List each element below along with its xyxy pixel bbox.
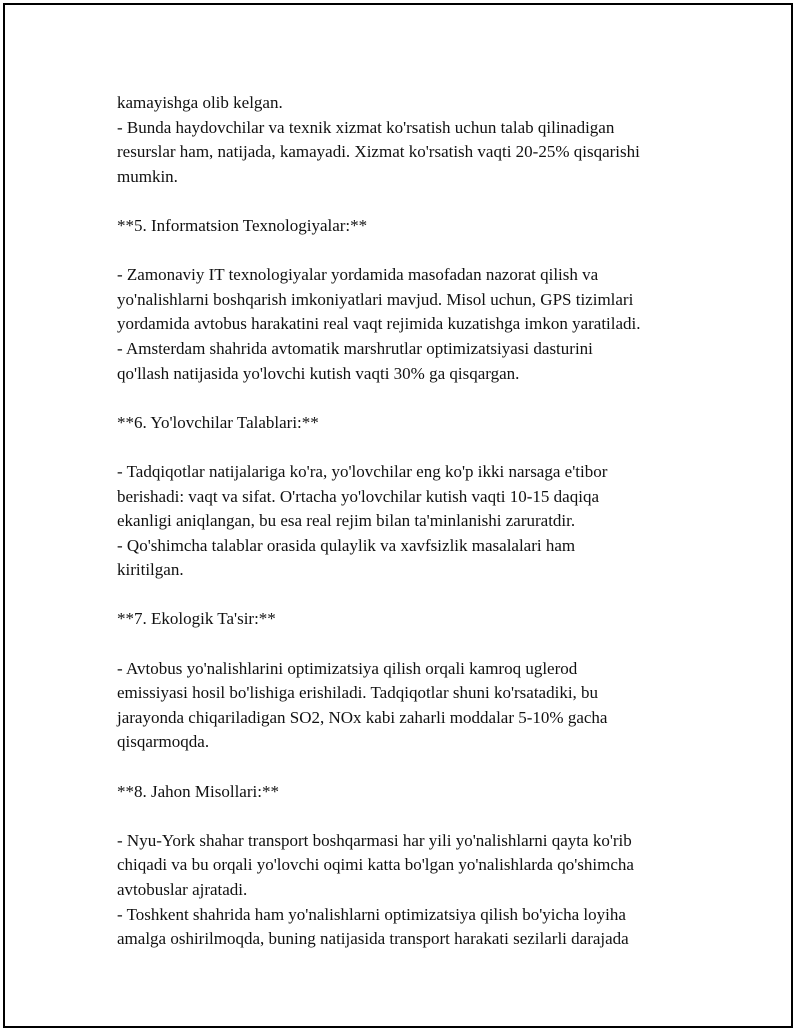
text-line: yo'nalishlarni boshqarish imkoniyatlari mavjud. Misol uchun, GPS tizimlari	[117, 289, 634, 309]
blank-line	[117, 239, 717, 264]
text-line: - Avtobus yo'nalishlarini optimizatsiya qilish orqali kamroq uglerod	[117, 658, 578, 678]
blank-line	[117, 804, 717, 829]
text-line: kamayishga olib kelgan.	[117, 93, 283, 112]
text-line: yordamida avtobus harakatini real vaqt rejimida kuzatishga imkon yaratiladi.	[117, 314, 641, 334]
text-line: jarayonda chiqariladigan SO2, NOx kabi zaharli moddalar 5-10% gacha	[117, 707, 608, 727]
text-line: amalga oshirilmoqda, buning natijasida transport harakati sezilarli darajada	[117, 929, 629, 949]
text-line: - Bunda haydovchilar va texnik xizmat ko'rsatish uchun talab qilinadigan	[117, 117, 615, 137]
text-line: kiritilgan.	[117, 560, 184, 580]
document-body	[117, 91, 717, 952]
text-line: chiqadi va bu orqali yo'lovchi oqimi katta bo'lgan yo'nalishlarda qo'shimcha	[117, 855, 634, 875]
text-line: - Zamonaviy IT texnologiyalar yordamida masofadan nazorat qilish va	[117, 265, 599, 285]
text-line: ekanligi aniqlangan, bu esa real rejim bilan ta'minlanishi zaruratdir.	[117, 511, 576, 531]
text-line: qo'llash natijasida yo'lovchi kutish vaqti 30% ga qisqargan.	[117, 363, 520, 383]
blank-line	[117, 583, 717, 608]
section-heading-5: **5. Informatsion Texnologiyalar:**	[117, 215, 368, 235]
blank-line	[117, 189, 717, 214]
section-heading-8: **8. Jahon Misollari:**	[117, 781, 279, 801]
blank-line	[117, 435, 717, 460]
blank-line	[117, 755, 717, 780]
blank-line	[117, 386, 717, 411]
blank-line	[117, 632, 717, 657]
text-line: emissiyasi hosil bo'lishiga erishiladi. Tadqiqotlar shuni ko'rsatadiki, bu	[117, 683, 599, 703]
text-line: avtobuslar ajratadi.	[117, 880, 248, 899]
section-heading-6: **6. Yo'lovchilar Talablari:**	[117, 412, 319, 432]
text-line: - Toshkent shahrida ham yo'nalishlarni optimizatsiya qilish bo'yicha loyiha	[117, 904, 626, 924]
text-line: qisqarmoqda.	[117, 732, 210, 752]
text-line: - Amsterdam shahrida avtomatik marshrutlar optimizatsiyasi dasturini	[117, 338, 593, 358]
text-line: resurslar ham, natijada, kamayadi. Xizmat ko'rsatish vaqti 20-25% qisqarishi	[117, 142, 640, 162]
text-line: - Nyu-York shahar transport boshqarmasi har yili yo'nalishlarni qayta ko'rib	[117, 830, 632, 850]
section-heading-7: **7. Ekologik Ta'sir:**	[117, 609, 276, 629]
text-line: mumkin.	[117, 166, 178, 186]
text-line: - Qo'shimcha talablar orasida qulaylik va xavfsizlik masalalari ham	[117, 535, 576, 555]
text-line: berishadi: vaqt va sifat. O'rtacha yo'lovchilar kutish vaqti 10-15 daqiqa	[117, 486, 599, 506]
text-line: - Tadqiqotlar natijalariga ko'ra, yo'lovchilar eng ko'p ikki narsaga e'tibor	[117, 461, 608, 481]
